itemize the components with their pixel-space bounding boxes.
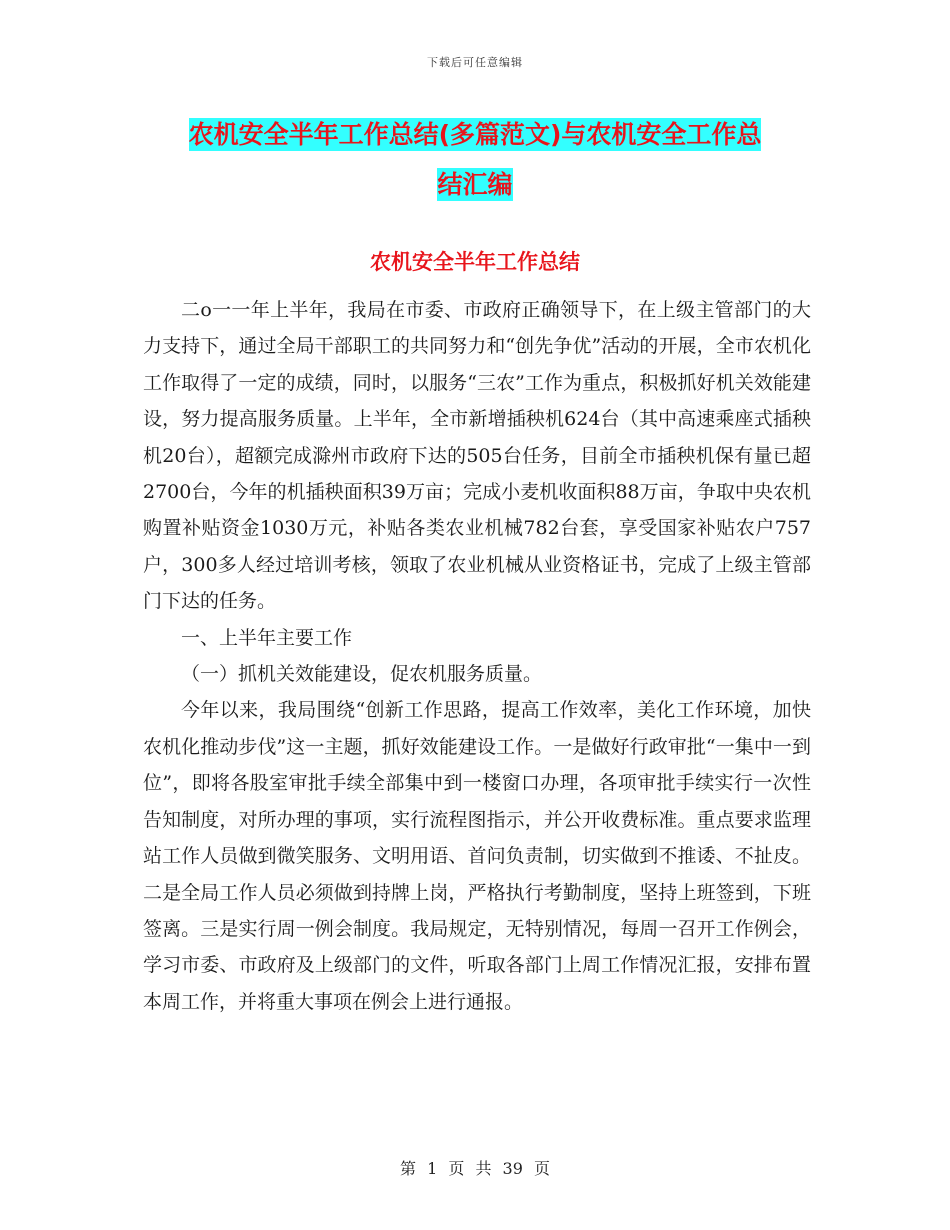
page-number: 第 1 页 共 39 页 <box>400 1159 550 1178</box>
subsection-heading: （一）抓机关效能建设，促农机服务质量。 <box>181 663 543 686</box>
document-body <box>143 292 811 1020</box>
document-title-line-1: 农机安全半年工作总结(多篇范文)与农机安全工作总 <box>188 120 762 149</box>
page-header-note: 下载后可任意编辑 <box>427 56 523 69</box>
section-heading: 一、上半年主要工作 <box>181 626 353 649</box>
body-paragraph: 二o一一年上半年，我局在市委、市政府正确领导下，在上级主管部门的大力支持下，通过全局干部职工的共同努力和“创先争优”活动的开展，全市农机化工作取得了一定的成绩，同时，以服务“三农”工作为重点，积极抓好机关效能建设，努力提高服务质量。上半年，全市新增插秧机624台（其中高速乘座式插秧机20台），超额完成滁州市政府下达的505台任务，目前全市插秧机保有量已超2700台，今年的机插秧面积39万亩；完成小麦机收面积88万亩，争取中央农机购置补贴资金1030万元，补贴各类农业机械782台套，享受国家补贴农户757户，300多人经过培训考核，领取了农业机械从业资格证书，完成了上级主管部门下达的任务。 <box>143 299 811 613</box>
section-title: 农机安全半年工作总结 <box>370 250 580 274</box>
document-title <box>100 110 850 210</box>
body-paragraph: 今年以来，我局围绕“创新工作思路，提高工作效率，美化工作环境，加快农机化推动步伐”这一主题，抓好效能建设工作。一是做好行政审批“一集中一到位”，即将各股室审批手续全部集中到一楼窗口办理，各项审批手续实行一次性告知制度，对所办理的事项，实行流程图指示，并公开收费标准。重点要求监理站工作人员做到微笑服务、文明用语、首问负责制，切实做到不推诿、不扯皮。二是全局工作人员必须做到持牌上岗，严格执行考勤制度，坚持上班签到，下班签离。三是实行周一例会制度。我局规定，无特别情况，每周一召开工作例会，学习市委、市政府及上级部门的文件，听取各部门上周工作情况汇报，安排布置本周工作，并将重大事项在例会上进行通报。 <box>143 699 811 1013</box>
document-title-line-2: 结汇编 <box>437 170 513 199</box>
